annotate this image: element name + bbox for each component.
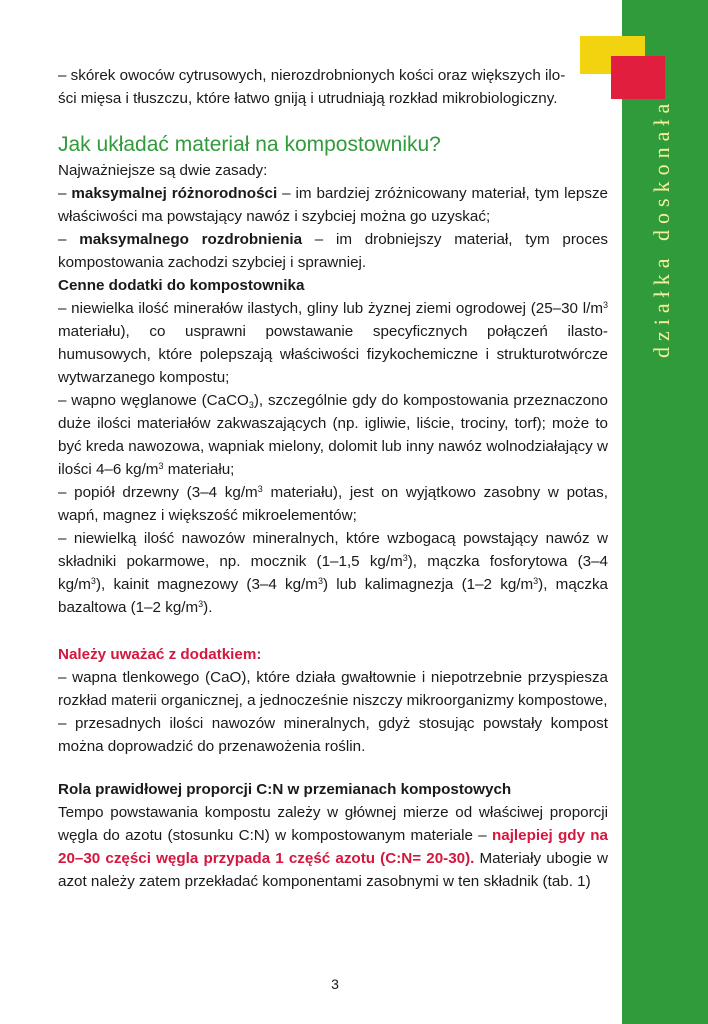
rule-2-text: – im drobniejszy materiał, tym proces kompostowania zachodzi szybciej i sprawniej. xyxy=(58,231,608,271)
cn-highlight: najlepiej gdy na 20–30 części węgla przypada 1 część azotu (C:N= 20-30). xyxy=(58,827,609,867)
red-square-decoration xyxy=(611,56,665,99)
addition-2: – wapno węglanowe (CaCO$_3$), szczególnie gdy do kompostowania przeznaczono duże ilości materiałów zakwaszających (np. igliwie, liście, trociny, torf); może to być kreda nawozowa, wapniak mielony, dolomit lub inny nawóz wolnodziałający w ilości 4–6 $kg/m^3$ materiału; xyxy=(58,392,608,478)
rule-1-text: – im bardziej zróżnicowany materiał, tym lepsze właściwości ma powstający nawóz i szybciej można go uzyskać; xyxy=(58,185,609,225)
side-label: działka doskonała xyxy=(649,98,674,359)
rule-1-bold: maksymalnej różnorodności xyxy=(71,185,278,202)
caution-1: – wapna tlenkowego (CaO), które działa gwałtownie i niepotrzebnie przyspiesza rozkład materii organicznej, a jednocześnie niszczy mikroorganizmy kompostowe, xyxy=(58,669,608,709)
intro-line-1: – skórek owoców cytrusowych, nierozdrobnionych kości oraz większych ilo- xyxy=(58,67,566,84)
caution-2: – przesadnych ilości nawozów mineralnych, gdyż stosując powstały kompost można doprowadzić do przenawożenia roślin. xyxy=(58,715,608,755)
additions-title: Cenne dodatki do kompostownika xyxy=(58,277,305,294)
page-number: 3 xyxy=(331,976,339,992)
intro-line-2: ści mięsa i tłuszczu, które łatwo gniją i utrudniają rozkład mikrobiologiczny. xyxy=(58,90,558,107)
cn-title: Rola prawidłowej proporcji C:N w przemianach kompostowych xyxy=(58,781,512,798)
rule-1: – maksymalnej różnorodności – im bardziej zróżnicowany materiał, tym lepsze właściwości ma powstający nawóz i szybciej można go uzyskać; xyxy=(58,185,609,225)
addition-1: – niewielka ilość minerałów ilastych, gliny lub żyznej ziemi ogrodowej (25–30 $l/m^3$ materiału), co usprawni powstawanie specyficznych połączeń ilasto-humusowych, które polepszają właściwości fizykochemiczne i strukturotwórcze wytwarzanego kompostu; xyxy=(58,300,608,386)
cn-paragraph: Tempo powstawania kompostu zależy w głównej mierze od właściwej proporcji węgla do azotu (stosunku C:N) w kompostowanym materiale – najlepiej gdy na 20–30 części węgla przypada 1 część azotu (C:N= 20-30). Materiały ubogie w azot należy zatem przekładać komponentami zasobnymi w ten składnik (tab. 1) xyxy=(58,804,609,890)
main-content xyxy=(58,64,608,893)
caution-title: Należy uważać z dodatkiem: xyxy=(58,646,262,663)
section-heading: Jak układać materiał na kompostowniku? xyxy=(58,133,441,156)
rule-2: – maksymalnego rozdrobnienia – im drobniejszy materiał, tym proces kompostowania zachodzi szybciej i sprawniej. xyxy=(58,231,608,271)
addition-4: – niewielką ilość nawozów mineralnych, które wzbogacą powstający nawóz w składniki pokarmowe, np. mocznik (1–1,5 $kg/m^3$), mączka fosforytowa (3–4 $kg/m^3$), kainit magnezowy (3–4 $kg/m^3$) lub kalimagnezja (1–2 $kg/m^3$), mączka bazaltowa (1–2 $kg/m^3$). xyxy=(58,530,608,616)
rules-intro: Najważniejsze są dwie zasady: xyxy=(58,162,268,179)
rule-2-bold: maksymalnego rozdrobnienia xyxy=(79,231,303,248)
addition-3: – popiół drzewny (3–4 $kg/m^3$ materiału), jest on wyjątkowo zasobny w potas, wapń, magnez i większość mikroelementów; xyxy=(58,484,608,524)
